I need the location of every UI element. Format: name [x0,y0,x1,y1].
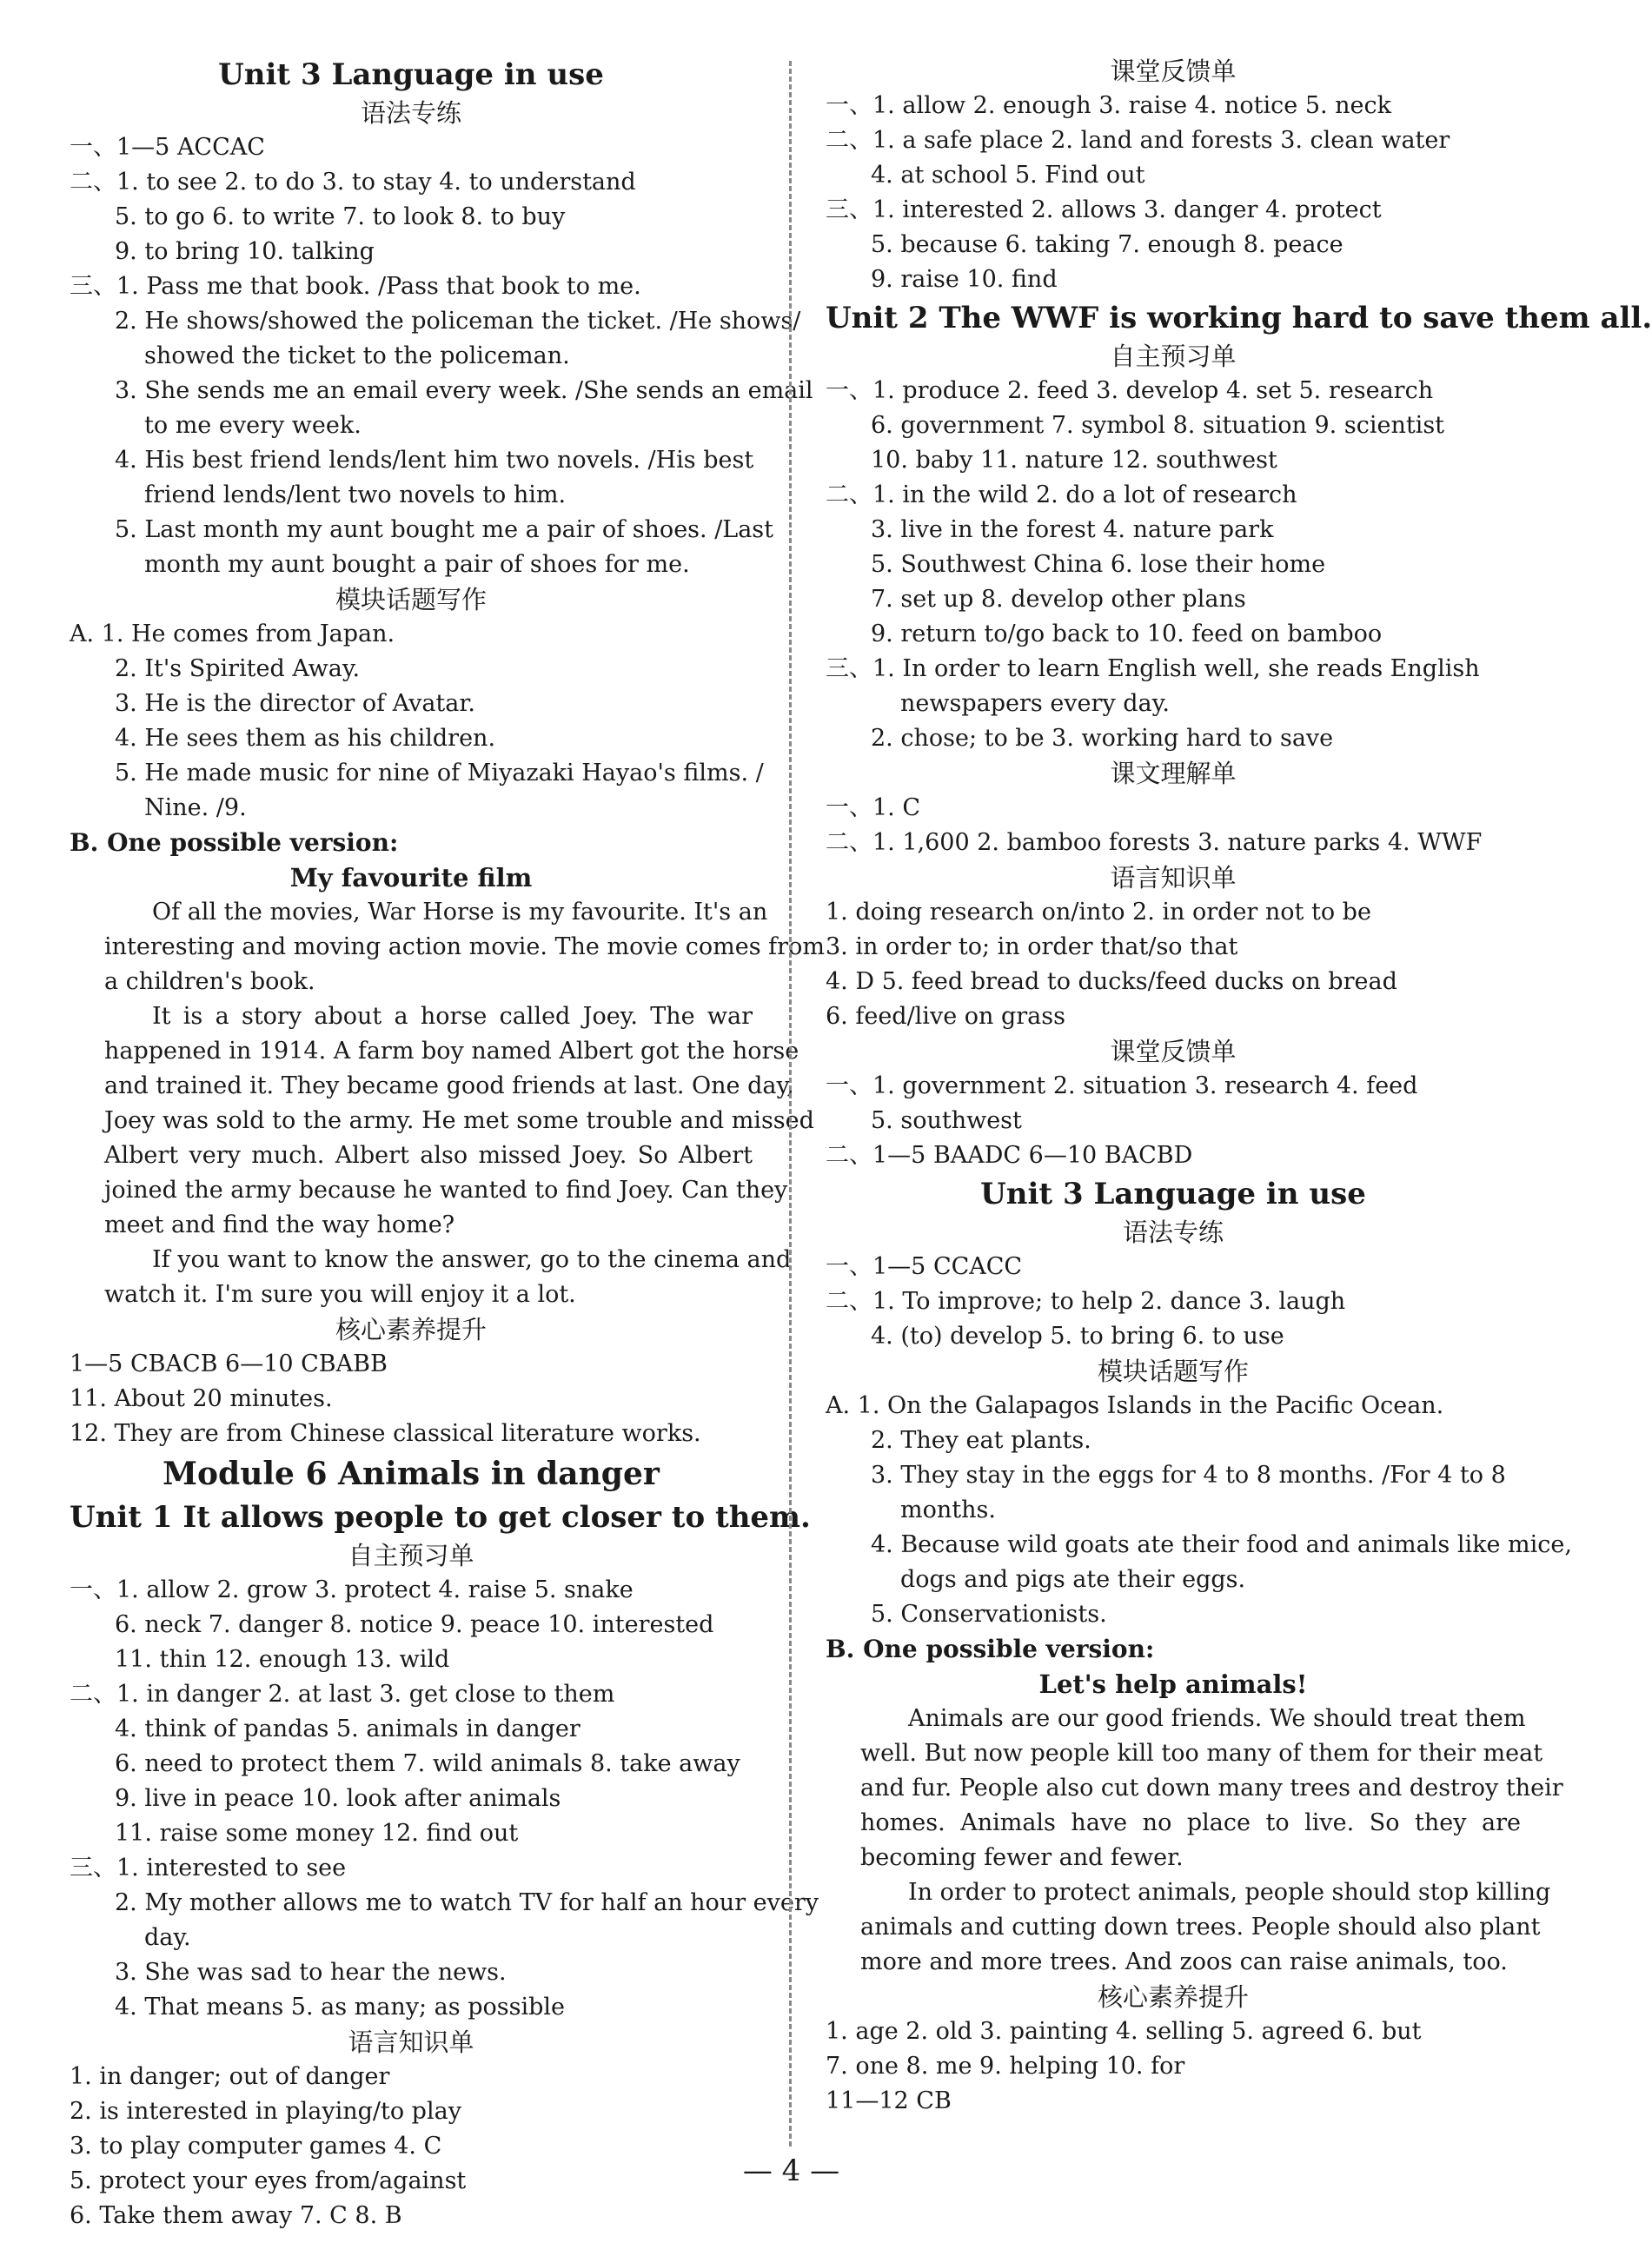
unit-heading: Unit 2 The WWF is working hard to save them all. [826,301,1652,335]
answer-line: 9. live in peace 10. look after animals [115,1785,561,1812]
answer-line: 4. (to) develop 5. to bring 6. to use [871,1323,1284,1350]
section-heading: 核心素养提升 [335,1315,487,1344]
answer-line: 6. feed/live on grass [826,1003,1065,1030]
answer-line: 二、1. a safe place 2. land and forests 3. clean water [826,127,1450,154]
answer-line: 三、1. In order to learn English well, she reads English [826,655,1480,682]
answer-line: 5. Southwest China 6. lose their home [871,551,1326,578]
section-heading: 核心素养提升 [1097,1982,1249,2012]
essay-line: happened in 1914. A farm boy named Albert got the horse [104,1038,799,1065]
answer-line: 11. raise some money 12. find out [115,1820,519,1847]
answer-line: months. [900,1496,996,1523]
section-heading: 模块话题写作 [1097,1357,1249,1386]
answer-line: 一、1. allow 2. enough 3. raise 4. notice 5. neck [826,92,1392,119]
essay-line: and fur. People also cut down many trees and destroy their [860,1775,1563,1802]
essay-line: joined the army because he wanted to find Joey. Can they [104,1177,788,1204]
section-heading: 语法专练 [360,98,461,128]
answer-line: 7. one 8. me 9. helping 10. for [826,2053,1185,2080]
section-heading: 课堂反馈单 [1110,56,1237,86]
answer-line: 3. He is the director of Avatar. [115,690,475,717]
answer-line: 11—12 CB [826,2087,952,2114]
unit-heading: Unit 3 Language in use [980,1177,1366,1211]
section-heading: 模块话题写作 [335,585,487,614]
answer-line: showed the ticket to the policeman. [144,342,570,369]
answer-line: 1—5 CBACB 6—10 CBABB [70,1350,388,1377]
answer-line: 4. think of pandas 5. animals in danger [115,1716,581,1742]
answer-line: month my aunt bought a pair of shoes for me. [144,551,690,578]
answer-line: 一、1. allow 2. grow 3. protect 4. raise 5. snake [70,1576,634,1603]
essay-line: meet and find the way home? [104,1211,455,1238]
answer-line: 5. Last month my aunt bought me a pair of shoes. /Last [115,516,774,543]
section-heading: 语法专练 [1122,1218,1224,1247]
column-divider [789,61,792,2147]
answer-line: 1. doing research on/into 2. in order not to be [826,899,1371,926]
answer-line: 5. to go 6. to write 7. to look 8. to buy [115,203,566,230]
answer-line: 5. protect your eyes from/against [70,2167,467,2194]
answer-line: 11. thin 12. enough 13. wild [115,1646,450,1673]
essay-line: more and more trees. And zoos can raise animals, too. [860,1948,1508,1975]
answer-line: 二、1. in the wild 2. do a lot of research [826,481,1297,508]
answer-line: 3. They stay in the eggs for 4 to 8 months. /For 4 to 8 [871,1462,1506,1489]
right-column [826,54,1652,2119]
answer-line: 3. live in the forest 4. nature park [871,516,1274,543]
answer-line: 7. set up 8. develop other plans [871,586,1246,613]
answer-line: 一、1. produce 2. feed 3. develop 4. set 5. research [826,377,1434,404]
answer-line: 12. They are from Chinese classical literature works. [70,1420,701,1447]
answer-line: 9. return to/go back to 10. feed on bamboo [871,620,1383,647]
answer-line: 2. chose; to be 3. working hard to save [871,725,1334,752]
answer-line: 二、1. to see 2. to do 3. to stay 4. to understand [70,169,636,196]
essay-line: a children's book. [104,968,315,995]
answer-line: 4. D 5. feed bread to ducks/feed ducks on bread [826,968,1397,995]
section-heading: 课堂反馈单 [1110,1037,1237,1066]
answer-line: 三、1. interested 2. allows 3. danger 4. protect [826,196,1382,223]
answer-line: A. 1. On the Galapagos Islands in the Pacific Ocean. [826,1392,1444,1419]
essay-line: In order to protect animals, people should stop killing [908,1879,1551,1906]
essay-line: and trained it. They became good friends at last. One day, [104,1072,794,1099]
essay-line: Albert very much. Albert also missed Joey. So Albert [104,1142,753,1169]
answer-line: 二、1. in danger 2. at last 3. get close to them [70,1681,615,1708]
answer-line: 二、1—5 BAADC 6—10 BACBD [826,1142,1193,1169]
answer-line: 2. It's Spirited Away. [115,655,361,682]
page-number: — 4 — [742,2154,840,2188]
answer-line: 一、1—5 ACCAC [70,134,265,161]
answer-line: A. 1. He comes from Japan. [70,620,395,647]
answer-line: 6. government 7. symbol 8. situation 9. scientist [871,412,1445,439]
answer-line: day. [144,1924,191,1951]
answer-line: 一、1. C [826,794,921,821]
module-heading: Module 6 Animals in danger [163,1456,660,1492]
part-label: B. One possible version: [826,1635,1155,1663]
answer-line: 6. neck 7. danger 8. notice 9. peace 10. interested [115,1611,714,1638]
answer-line: 二、1. 1,600 2. bamboo forests 3. nature parks 4. WWF [826,829,1483,856]
answer-line: 三、1. interested to see [70,1855,347,1881]
answer-line: 3. She sends me an email every week. /She sends an email [115,377,813,404]
answer-line: 4. at school 5. Find out [871,162,1145,189]
essay-line: interesting and moving action movie. The movie comes from [104,933,825,960]
answer-line: 2. is interested in playing/to play [70,2098,461,2125]
answer-line: 5. because 6. taking 7. enough 8. peace [871,231,1343,258]
essay-line: Joey was sold to the army. He met some trouble and missed [104,1107,814,1134]
left-column [70,54,825,2233]
answer-line: 11. About 20 minutes. [70,1385,333,1412]
essay-line: It is a story about a horse called Joey. The war [152,1003,753,1030]
answer-line: 9. raise 10. find [871,266,1058,293]
essay-line: watch it. I'm sure you will enjoy it a lot. [104,1281,576,1308]
section-heading: 语言知识单 [1110,863,1237,893]
essay-title: Let's help animals! [1038,1669,1308,1699]
answer-line: Nine. /9. [144,794,247,821]
essay-title: My favourite film [289,863,533,893]
essay-line: well. But now people kill too many of them for their meat [860,1740,1543,1767]
answer-line: 一、1—5 CCACC [826,1253,1023,1280]
answer-line: 5. He made music for nine of Miyazaki Hayao's films. / [115,760,764,786]
answer-line: 2. They eat plants. [871,1427,1091,1454]
essay-line: If you want to know the answer, go to the cinema and [152,1246,792,1273]
answer-line: friend lends/lent two novels to him. [144,481,567,508]
answer-line: 1. in danger; out of danger [70,2063,390,2090]
answer-line: 二、1. To improve; to help 2. dance 3. laugh [826,1288,1346,1315]
essay-line: becoming fewer and fewer. [860,1844,1184,1871]
part-label: B. One possible version: [70,828,399,857]
answer-line: newspapers every day. [900,690,1170,717]
answer-line: 三、1. Pass me that book. /Pass that book to me. [70,273,641,300]
answer-line: 4. That means 5. as many; as possible [115,1994,565,2021]
answer-line: 2. He shows/showed the policeman the ticket. /He shows/ [115,308,801,335]
answer-line: 9. to bring 10. talking [115,238,375,265]
answer-line: 5. southwest [871,1107,1022,1134]
answer-line: to me every week. [144,412,362,439]
answer-line: 6. need to protect them 7. wild animals 8. take away [115,1750,740,1777]
unit-heading: Unit 3 Language in use [218,57,604,92]
essay-line: animals and cutting down trees. People should also plant [860,1914,1541,1941]
essay-line: Animals are our good friends. We should treat them [908,1705,1526,1732]
answer-line: 3. in order to; in order that/so that [826,933,1238,960]
answer-line: 10. baby 11. nature 12. southwest [871,447,1277,474]
section-heading: 语言知识单 [348,2027,474,2057]
answer-line: 3. She was sad to hear the news. [115,1959,507,1986]
section-heading: 课文理解单 [1110,759,1237,788]
unit-heading: Unit 1 It allows people to get closer to them. [70,1500,811,1535]
answer-line: 6. Take them away 7. C 8. B [70,2202,402,2229]
section-heading: 自主预习单 [348,1541,474,1570]
essay-line: Of all the movies, War Horse is my favourite. It's an [152,899,768,926]
answer-line: 1. age 2. old 3. painting 4. selling 5. agreed 6. but [826,2018,1422,2045]
answer-line: 5. Conservationists. [871,1601,1107,1628]
essay-line: homes. Animals have no place to live. So they are [860,1809,1521,1836]
answer-line: dogs and pigs ate their eggs. [900,1566,1246,1593]
section-heading: 自主预习单 [1110,342,1237,371]
answer-line: 4. His best friend lends/lent him two novels. /His best [115,447,754,474]
answer-line: 4. He sees them as his children. [115,725,496,752]
answer-line: 2. My mother allows me to watch TV for half an hour every [115,1889,819,1916]
answer-line: 一、1. government 2. situation 3. research 4. feed [826,1072,1418,1099]
answer-line: 3. to play computer games 4. C [70,2133,442,2160]
answer-line: 4. Because wild goats ate their food and animals like mice, [871,1531,1572,1558]
